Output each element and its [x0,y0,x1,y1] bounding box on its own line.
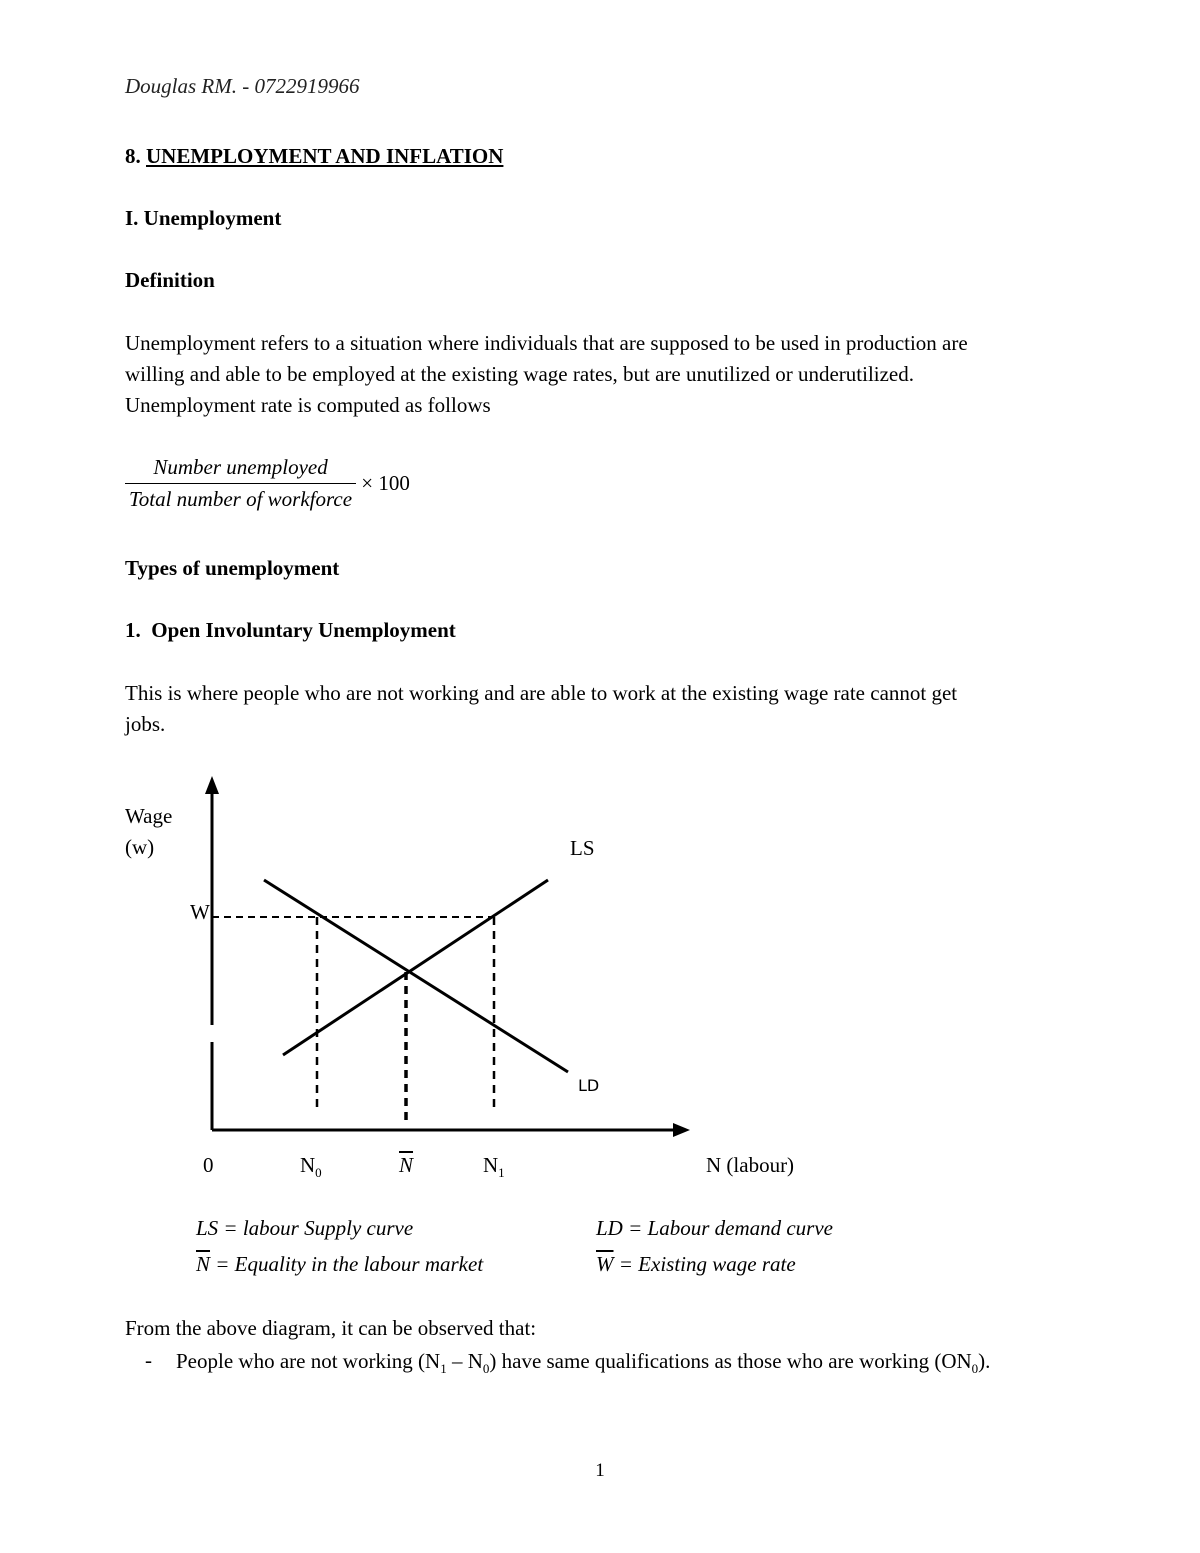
types-heading: Types of unemployment [125,556,340,580]
formula-numerator: Number unemployed [125,455,356,484]
x-axis-label: N (labour) [706,1153,795,1177]
type1-line-2: jobs. [125,712,166,736]
bullet-sub-b: 0 [482,1361,490,1377]
w-label: W [190,900,210,924]
bullet-sub-a: 1 [440,1361,447,1377]
n1-subscript: 1 [498,1165,505,1181]
legend-ls: LS = labour Supply curve [196,1216,414,1240]
y-axis-label [125,804,172,860]
formula-denominator: Total number of workforce [129,487,353,511]
bullet-sub-c: 0 [971,1361,979,1377]
legend-nbar [196,1252,483,1277]
definition-line-3: Unemployment rate is computed as follows [125,393,491,417]
page-number: 1 [595,1460,605,1481]
n0-subscript: 0 [315,1165,322,1181]
x-axis-arrowhead [673,1123,690,1137]
chapter-number: 8. [125,144,141,168]
legend-wbar-text: = Existing wage rate [613,1252,796,1276]
legend-nbar-text: = Equality in the labour market [210,1252,484,1276]
ld-label: LD [578,1076,600,1095]
nbar-label [399,1153,413,1178]
definition-line-1: Unemployment refers to a situation where individuals that are supposed to be used in production are [125,331,968,355]
bullet-text-a: People who are not working (N [176,1349,441,1373]
labour-demand-curve [264,880,568,1072]
type1-title: Open Involuntary Unemployment [151,618,456,642]
bullet-text-d: ). [978,1349,991,1373]
n0-letter: N [300,1153,316,1177]
observation-intro: From the above diagram, it can be observed that: [125,1316,537,1340]
labour-supply-curve [283,880,548,1055]
n0-label [300,1153,322,1181]
type1-number: 1. [125,618,141,642]
y-axis-label-line2: (w) [125,835,155,859]
bullet-dash: - [145,1348,152,1372]
legend-nbar-symbol: $\overline{N}$ [196,1252,211,1276]
bullet-text-c: ) have same qualifications as those who are working (ON [489,1349,972,1373]
origin-label: 0 [203,1153,214,1177]
section-heading: I. Unemployment [125,206,282,230]
definition-line-2: willing and able to be employed at the existing wage rates, but are unutilized or underutilized. [125,362,915,386]
definition-heading: Definition [125,268,215,292]
chapter-title-text: UNEMPLOYMENT AND INFLATION [146,144,504,168]
legend-ld: LD = Labour demand curve [596,1216,833,1240]
ls-label: LS [570,836,595,860]
legend-wbar [596,1252,796,1277]
page-header: Douglas RM. - 0722919966 [125,74,360,98]
y-axis-label-line1: Wage [125,804,173,828]
bullet-item [176,1346,1060,1384]
y-axis-arrowhead [205,776,219,794]
formula-multiplier: × 100 [361,471,410,495]
n1-label [483,1153,505,1181]
type1-line-1: This is where people who are not working and are able to work at the existing wage rate cannot get [125,681,958,705]
nbar-letter: $\overline{N}$ [399,1153,414,1177]
bullet-text-b: – N [446,1349,483,1373]
legend-wbar-symbol: $\overline{W}$ [596,1252,614,1276]
n1-letter: N [483,1153,499,1177]
